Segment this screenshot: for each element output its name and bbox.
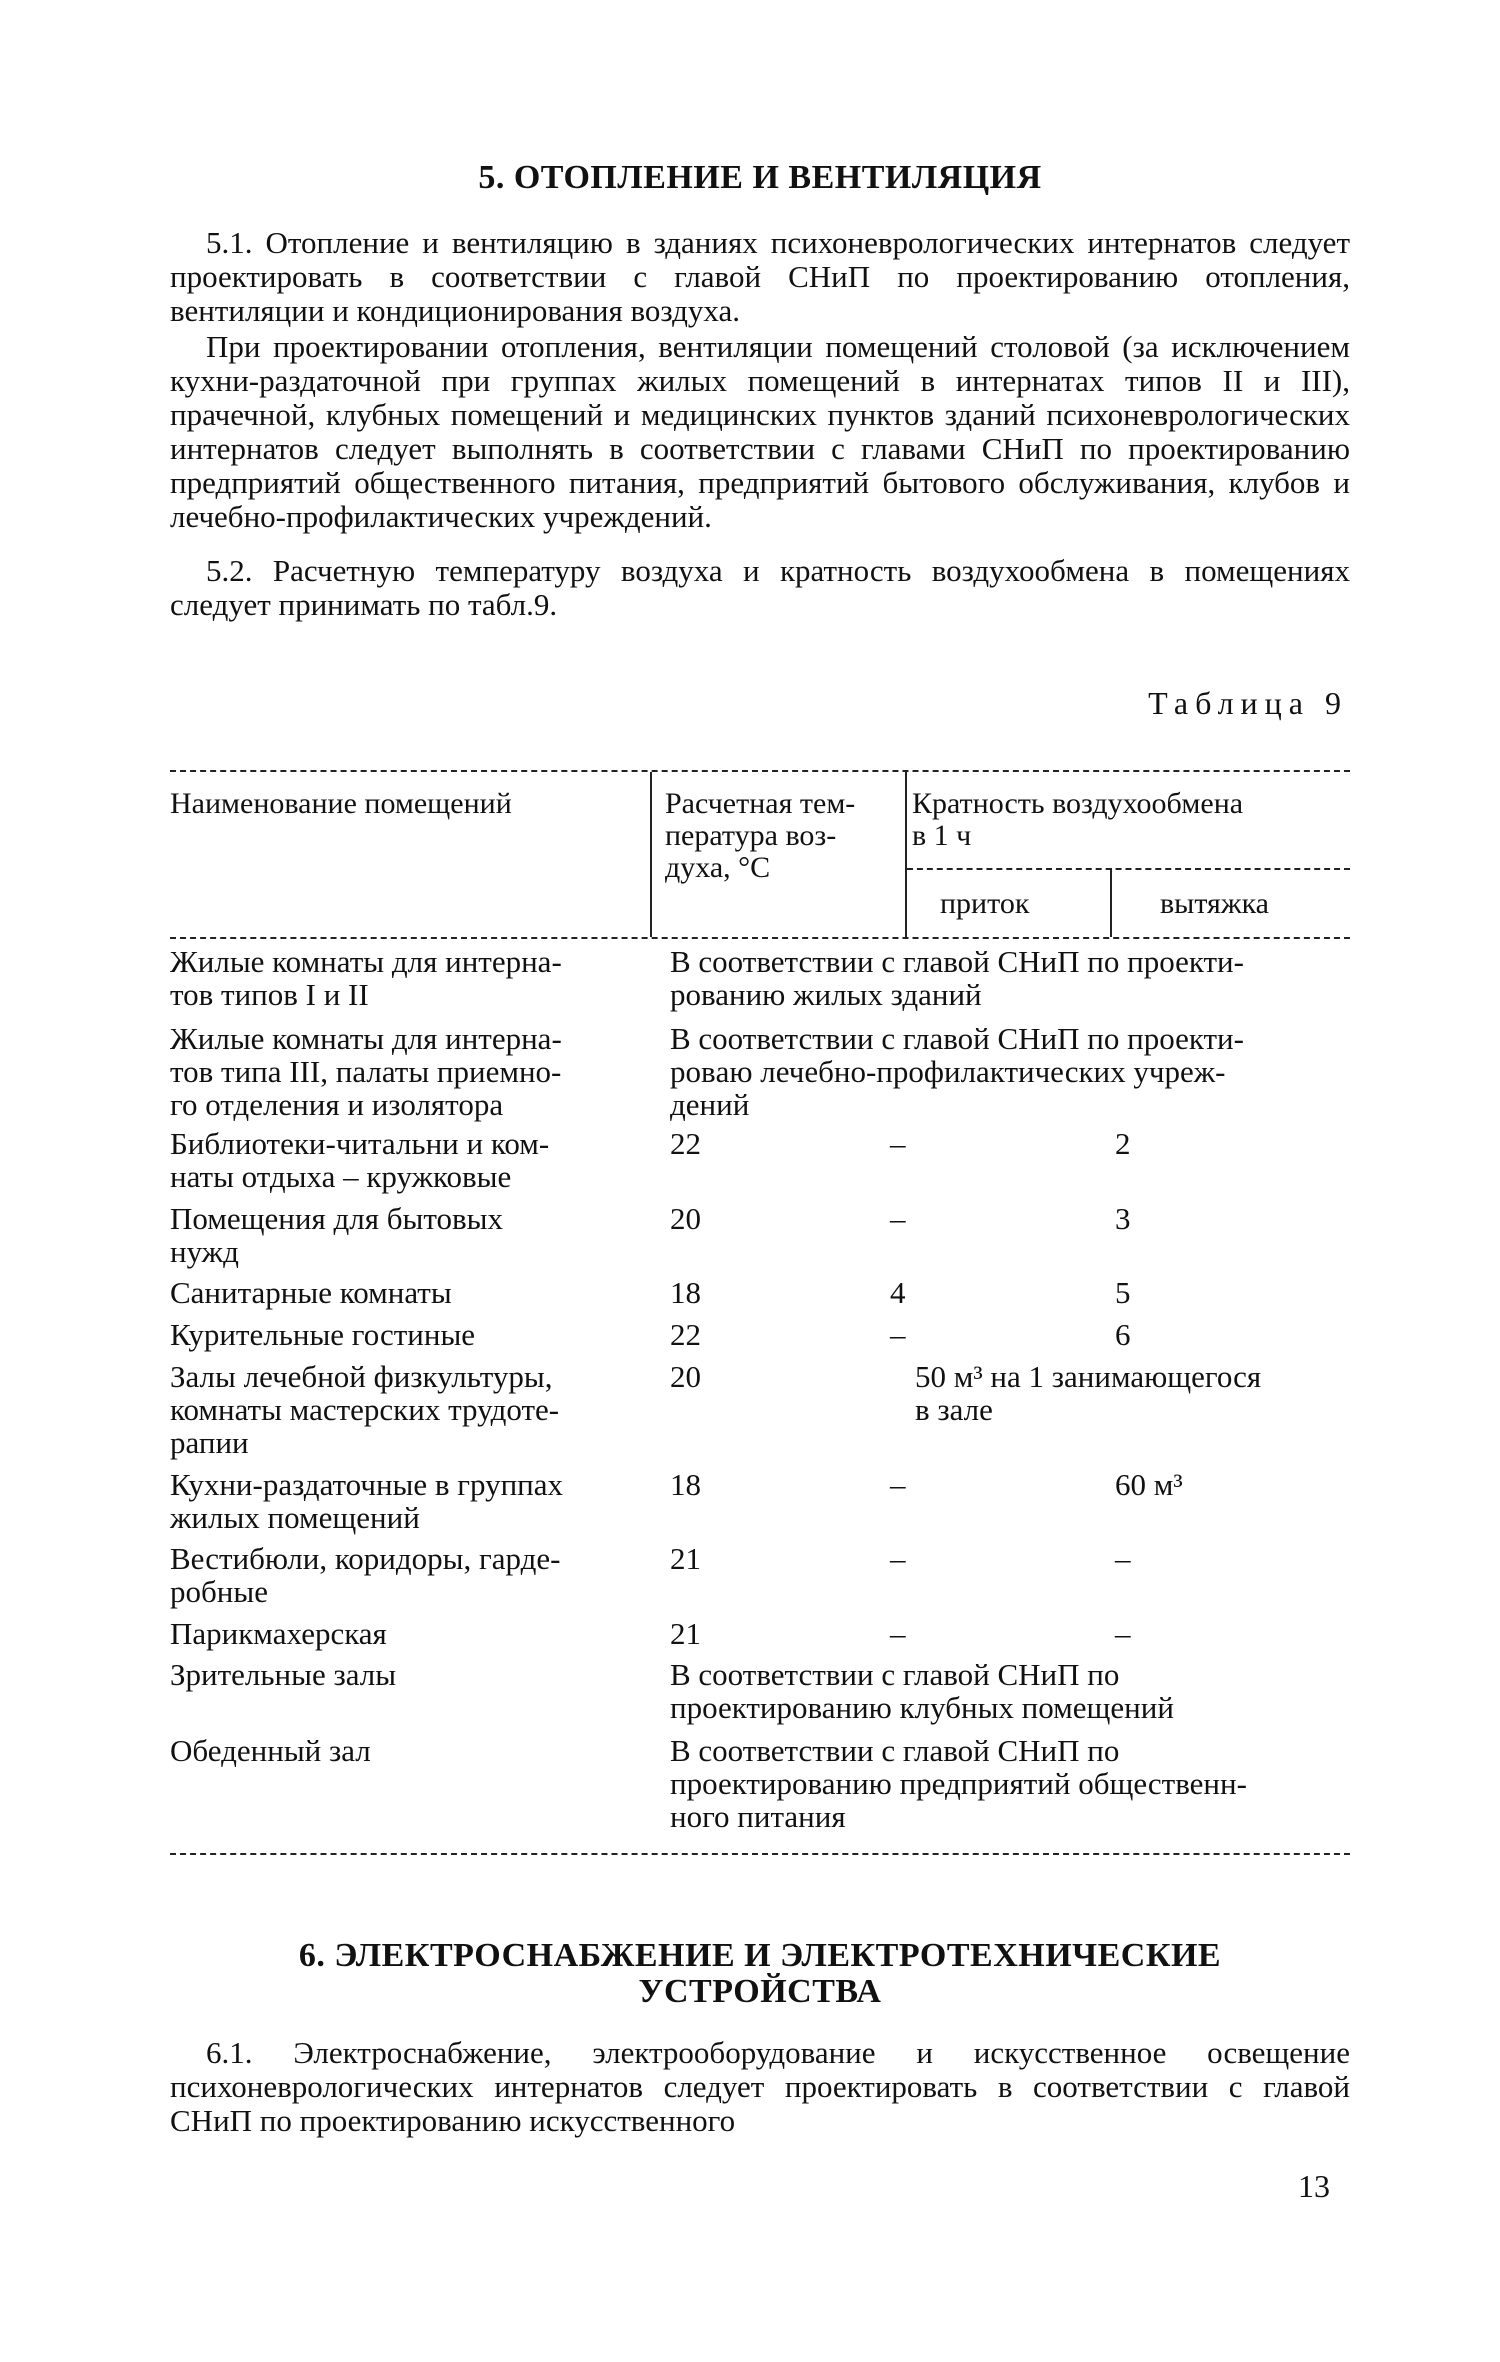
- row-exchange-note: 50 м³ на 1 занимающегося в зале: [915, 1359, 1262, 1427]
- row-name: Жилые комнаты для интерна- тов типа III, палаты приемно- го отделения и изолятора: [170, 1021, 562, 1122]
- row-exhaust: 5: [1115, 1275, 1131, 1310]
- header-temp-line1: Расчетная тем-: [665, 787, 856, 820]
- header-temperature: [665, 788, 900, 884]
- row-spanning-note: В соответствии с главой СНиП по проектированию предприятий общественн- ного питания: [670, 1733, 1247, 1834]
- row-temperature: 21: [670, 1541, 701, 1576]
- row-name: Парикмахерская: [170, 1616, 387, 1651]
- row-spanning-note: В соответствии с главой СНиП по проекти- рованию жилых зданий: [670, 944, 1244, 1012]
- row-name: Кухни-раздаточные в группах жилых помещений: [170, 1467, 564, 1535]
- row-exhaust: 2: [1115, 1126, 1131, 1161]
- row-inflow: –: [890, 1616, 906, 1651]
- row-name: Библиотеки-читальни и ком- наты отдыха – кружковые: [170, 1126, 550, 1194]
- section-6-title: [170, 1938, 1350, 2010]
- paragraph-5-1-continued: При проектировании отопления, вентиляции помещений столовой (за исключением кухни-раздаточной при группах жилых помещений в интернатах типов II и III), прачечной, клубных помещений и медицинских пунктов зданий психоневрологических интернатов следует выполнять в соответствии с главами СНиП по проектированию предприятий общественного питания, предприятий бытового обслуживания, клубов и лечебно-профилактических учреждений.: [170, 329, 1350, 534]
- table-top-rule: [170, 770, 1350, 772]
- header-divider-3: [1110, 868, 1112, 937]
- header-temp-line3: духа, °С: [665, 851, 771, 884]
- row-temperature: 22: [670, 1317, 701, 1352]
- row-name: Помещения для бытовых нужд: [170, 1201, 503, 1269]
- row-temperature: 21: [670, 1616, 701, 1651]
- row-exhaust: 6: [1115, 1317, 1131, 1352]
- row-name: Зрительные залы: [170, 1657, 397, 1692]
- row-exhaust: –: [1115, 1541, 1131, 1576]
- header-exchange-line2: в 1 ч: [912, 819, 972, 852]
- row-inflow: –: [890, 1317, 906, 1352]
- row-name: Обеденный зал: [170, 1733, 371, 1768]
- header-air-exchange: [912, 788, 1352, 852]
- row-inflow: 4: [890, 1275, 906, 1310]
- row-name: Курительные гостиные: [170, 1317, 476, 1352]
- row-inflow: –: [890, 1126, 906, 1161]
- row-temperature: 20: [670, 1359, 701, 1394]
- row-temperature: 20: [670, 1201, 701, 1236]
- row-inflow: –: [890, 1467, 906, 1502]
- row-inflow: –: [890, 1541, 906, 1576]
- row-name: Санитарные комнаты: [170, 1275, 452, 1310]
- paragraph-6-1: 6.1. Электроснабжение, электрооборудование и искусственное освещение психоневрологических интернатов следует проектировать в соответствии с главой СНиП по проектированию искусственного: [170, 2035, 1350, 2138]
- header-divider-1: [650, 772, 652, 937]
- row-name: Жилые комнаты для интерна- тов типов I и II: [170, 944, 562, 1012]
- header-exchange-line1: Кратность воздухообмена: [912, 787, 1244, 820]
- table-caption: Таблица 9: [1148, 685, 1348, 721]
- header-divider-2: [905, 772, 907, 937]
- section-5-title: 5. ОТОПЛЕНИЕ И ВЕНТИЛЯЦИЯ: [478, 159, 1042, 196]
- header-bottom-rule: [170, 937, 1350, 939]
- section-6-title-line2: УСТРОЙСТВА: [638, 1973, 882, 2010]
- row-name: Залы лечебной физкультуры, комнаты мастерских трудоте- рапии: [170, 1359, 560, 1460]
- header-inflow: приток: [940, 887, 1030, 920]
- header-exhaust: вытяжка: [1160, 887, 1269, 920]
- section-6-title-line1: 6. ЭЛЕКТРОСНАБЖЕНИЕ И ЭЛЕКТРОТЕХНИЧЕСКИЕ: [298, 1937, 1222, 1974]
- row-spanning-note: В соответствии с главой СНиП по проектированию клубных помещений: [670, 1657, 1174, 1725]
- header-room-name: Наименование помещений: [170, 787, 512, 820]
- row-inflow: –: [890, 1201, 906, 1236]
- row-name: Вестибюли, коридоры, гарде- робные: [170, 1541, 561, 1609]
- paragraph-5-1: 5.1. Отопление и вентиляцию в зданиях психоневрологических интернатов следует проектировать в соответствии с главой СНиП по проектированию отопления, вентиляции и кондиционирования воздуха.: [170, 225, 1350, 328]
- row-temperature: 18: [670, 1467, 701, 1502]
- row-temperature: 18: [670, 1275, 701, 1310]
- row-exhaust: –: [1115, 1616, 1131, 1651]
- row-spanning-note: В соответствии с главой СНиП по проекти- ровaю лечебно-профилактических учреж- дений: [670, 1021, 1244, 1122]
- header-sub-rule: [907, 868, 1350, 870]
- table-bottom-rule: [170, 1853, 1350, 1855]
- header-temp-line2: пература воз-: [665, 819, 837, 852]
- page-number: 13: [1298, 2168, 1330, 2204]
- row-exhaust: 60 м³: [1115, 1467, 1183, 1502]
- paragraph-5-2: 5.2. Расчетную температуру воздуха и кратность воздухообмена в помещениях следует принимать по табл.9.: [170, 553, 1350, 622]
- row-exhaust: 3: [1115, 1201, 1131, 1236]
- row-temperature: 22: [670, 1126, 701, 1161]
